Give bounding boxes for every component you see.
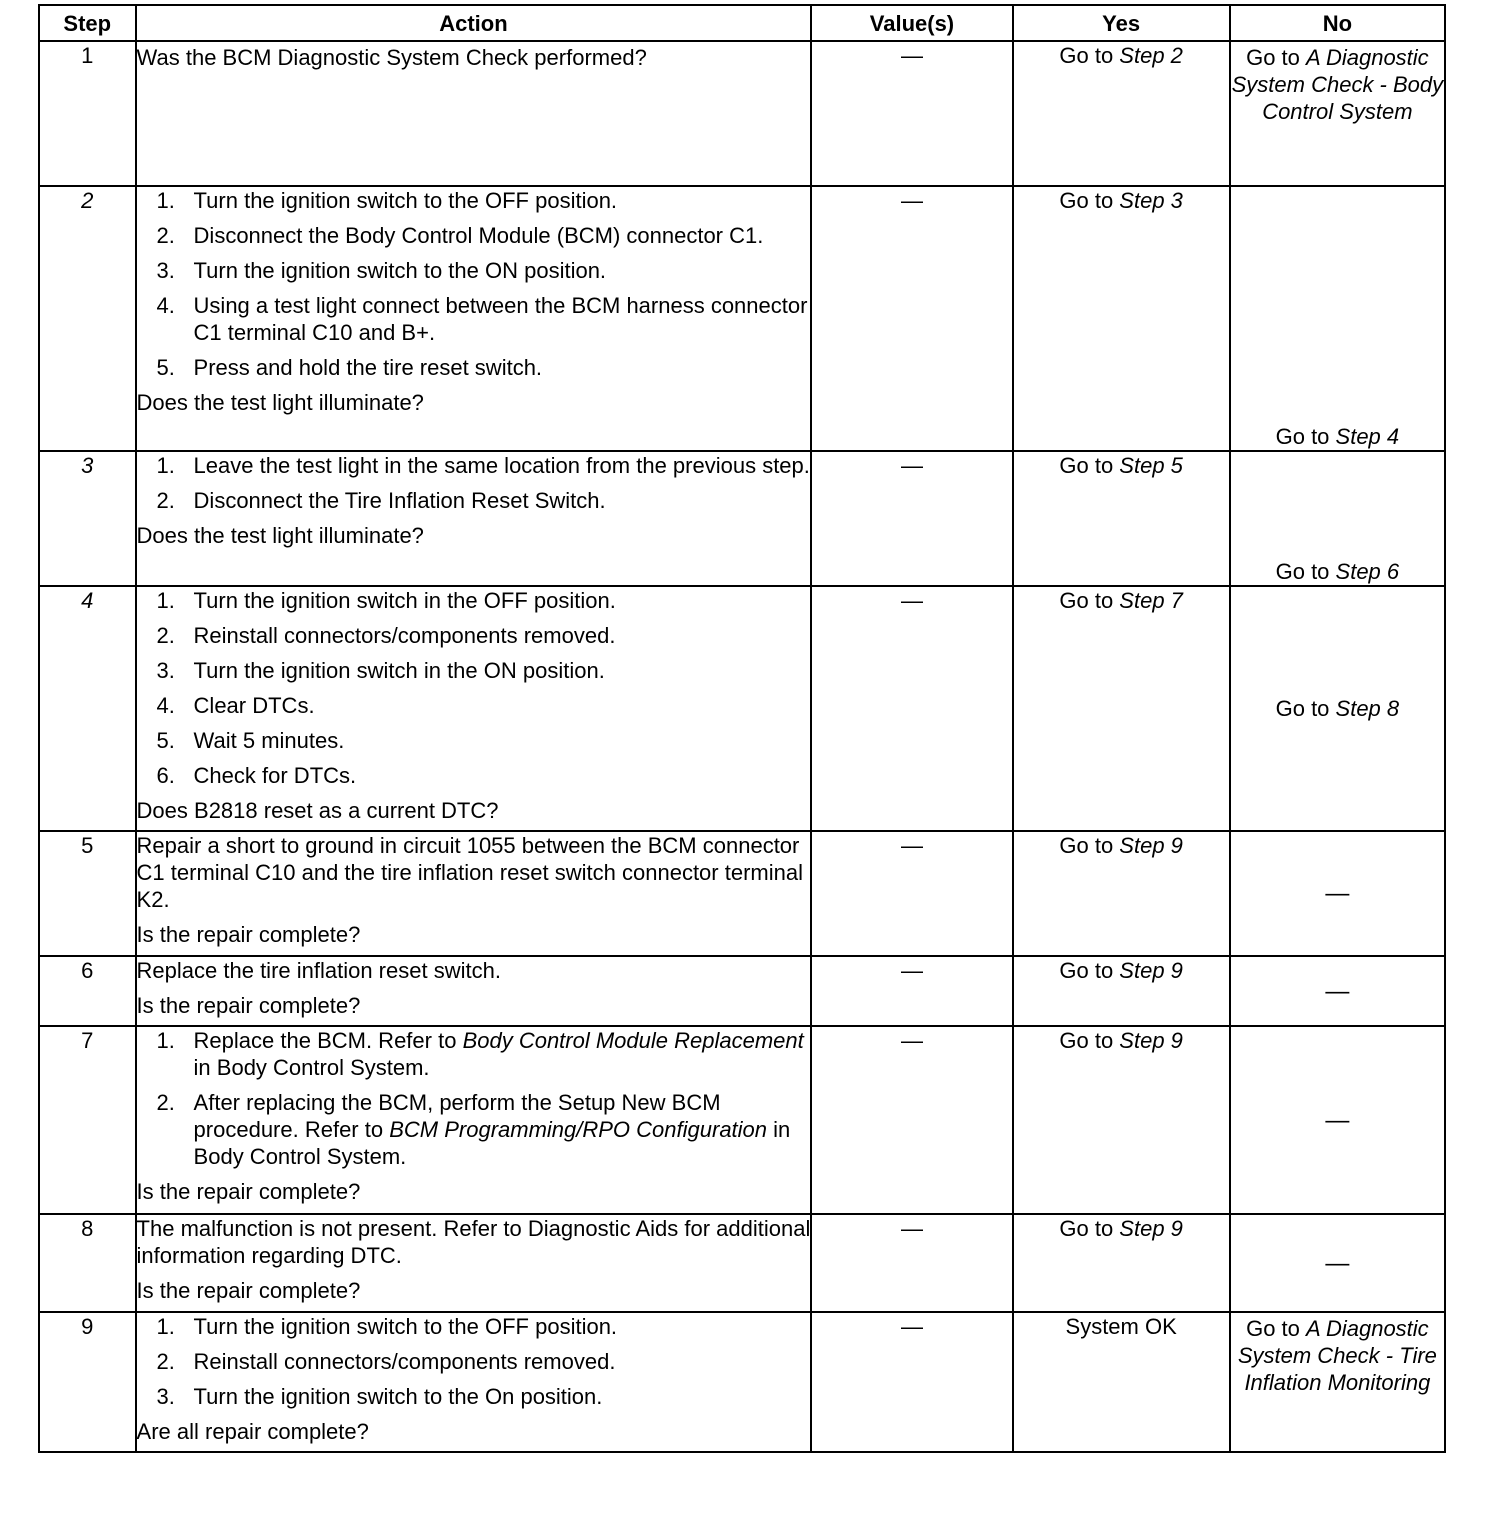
no-cell: Go to Step 8	[1230, 586, 1445, 831]
no-cell: —	[1230, 1026, 1445, 1214]
yes-step-ref: Step 7	[1119, 588, 1183, 613]
action-step: 1. Turn the ignition switch to the OFF position.	[156, 188, 618, 213]
header-yes: Yes	[1013, 5, 1230, 41]
no-step-ref: Step 4	[1335, 424, 1400, 449]
action-cell	[136, 451, 812, 586]
action-cell	[136, 586, 812, 831]
action-step: 2. Reinstall connectors/components removed.	[156, 1349, 616, 1374]
action-cell	[136, 831, 812, 956]
step-number: 6	[39, 956, 136, 1026]
action-steps	[137, 1313, 811, 1410]
action-step: 3. Turn the ignition switch to the On position.	[156, 1384, 603, 1409]
no-cell: —	[1230, 831, 1445, 956]
yes-prefix: Go to	[1059, 43, 1120, 68]
action-question: Is the repair complete?	[136, 993, 361, 1018]
value-cell: —	[811, 1214, 1012, 1312]
header-action: Action	[136, 5, 812, 41]
action-question: Is the repair complete?	[136, 1179, 361, 1204]
action-step: 1. Leave the test light in the same location from the previous step.	[156, 453, 810, 478]
action-question: Does B2818 reset as a current DTC?	[136, 798, 499, 823]
yes-cell	[1013, 41, 1230, 186]
action-steps	[137, 187, 811, 381]
action-cell	[136, 41, 812, 186]
yes-cell: Go to Step 9	[1013, 1026, 1230, 1214]
value-cell: —	[811, 956, 1012, 1026]
table-row	[39, 451, 1445, 586]
action-text: The malfunction is not present. Refer to Diagnostic Aids for additional information regarding DTC.	[136, 1216, 811, 1268]
no-step-ref: Step 6	[1335, 559, 1400, 584]
action-step: 5. Press and hold the tire reset switch.	[156, 355, 543, 380]
action-question: Was the BCM Diagnostic System Check performed?	[136, 45, 647, 70]
reference-link: Body Control Module Replacement	[462, 1028, 804, 1053]
no-cell: —	[1230, 1214, 1445, 1312]
action-steps	[137, 1027, 811, 1170]
table-row	[39, 1214, 1445, 1312]
action-step: 1. Turn the ignition switch in the OFF position.	[156, 588, 616, 613]
yes-step-ref: Step 9	[1119, 958, 1183, 983]
action-cell	[136, 1312, 812, 1452]
value-cell: —	[811, 41, 1012, 186]
action-question: Is the repair complete?	[136, 922, 361, 947]
action-cell	[136, 956, 812, 1026]
value-cell: —	[811, 186, 1012, 451]
action-question: Are all repair complete?	[136, 1419, 369, 1444]
yes-step-ref: Step 9	[1119, 1216, 1183, 1241]
yes-cell: System OK	[1013, 1312, 1230, 1452]
action-question: Does the test light illuminate?	[136, 390, 424, 415]
action-steps	[137, 587, 811, 789]
table-row	[39, 956, 1445, 1026]
action-text: Repair a short to ground in circuit 1055 between the BCM connector C1 terminal C10 and the tire inflation reset switch connector terminal K2.	[136, 833, 803, 912]
step-number: 5	[39, 831, 136, 956]
yes-step-ref: Step 2	[1119, 43, 1183, 68]
yes-cell: Go to Step 3	[1013, 186, 1230, 451]
diagnostic-table	[38, 4, 1446, 1453]
yes-step-ref: Step 9	[1119, 1028, 1183, 1053]
yes-step-ref: Step 9	[1119, 833, 1183, 858]
action-cell	[136, 1026, 812, 1214]
value-cell: —	[811, 1312, 1012, 1452]
action-step: 4. Clear DTCs.	[156, 693, 315, 718]
yes-cell: Go to Step 7	[1013, 586, 1230, 831]
action-step: 3. Turn the ignition switch in the ON position.	[156, 658, 605, 683]
no-prefix: Go to	[1246, 45, 1306, 70]
step-number: 1	[39, 41, 136, 186]
value-cell: —	[811, 1026, 1012, 1214]
action-cell	[136, 1214, 812, 1312]
action-step: 5. Wait 5 minutes.	[156, 728, 345, 753]
action-step: 2. Reinstall connectors/components removed.	[156, 623, 616, 648]
action-step: 2. After replacing the BCM, perform the Setup New BCM procedure. Refer to BCM Programming/RPO Configuration in Body Control System.	[156, 1090, 791, 1169]
table-row	[39, 41, 1445, 186]
action-step: 2. Disconnect the Tire Inflation Reset Switch.	[156, 488, 606, 513]
header-row	[39, 5, 1445, 41]
table-row	[39, 1312, 1445, 1452]
header-no: No	[1230, 5, 1445, 41]
action-step: 1. Turn the ignition switch to the OFF position.	[156, 1314, 618, 1339]
table-row	[39, 586, 1445, 831]
yes-step-ref: Step 3	[1119, 188, 1183, 213]
action-step: 6. Check for DTCs.	[156, 763, 357, 788]
step-number: 9	[39, 1312, 136, 1452]
action-text: Replace the tire inflation reset switch.	[136, 958, 501, 983]
no-ref: A Diagnostic System Check - Tire Inflation Monitoring	[1237, 1316, 1437, 1395]
action-cell	[136, 186, 812, 451]
value-cell: —	[811, 831, 1012, 956]
table-row	[39, 186, 1445, 451]
step-number: 8	[39, 1214, 136, 1312]
table-row	[39, 1026, 1445, 1214]
value-cell: —	[811, 451, 1012, 586]
action-question: Is the repair complete?	[136, 1278, 361, 1303]
header-step: Step	[39, 5, 136, 41]
step-number: 4	[39, 586, 136, 831]
action-step: 1. Replace the BCM. Refer to Body Control Module Replacement in Body Control System.	[156, 1028, 804, 1080]
yes-cell: Go to Step 9	[1013, 831, 1230, 956]
no-cell	[1230, 41, 1445, 186]
yes-step-ref: Step 5	[1119, 453, 1183, 478]
yes-cell: Go to Step 9	[1013, 956, 1230, 1026]
yes-cell: Go to Step 5	[1013, 451, 1230, 586]
no-cell: Go to Step 4	[1230, 186, 1445, 451]
yes-cell: Go to Step 9	[1013, 1214, 1230, 1312]
table-row	[39, 831, 1445, 956]
step-number: 2	[39, 186, 136, 451]
no-cell: Go to A Diagnostic System Check - Tire Inflation Monitoring	[1230, 1312, 1445, 1452]
value-cell: —	[811, 586, 1012, 831]
action-step: 3. Turn the ignition switch to the ON position.	[156, 258, 607, 283]
action-steps	[137, 452, 811, 514]
no-cell: Go to Step 6	[1230, 451, 1445, 586]
action-step: 4. Using a test light connect between the BCM harness connector C1 terminal C10 and B+.	[156, 293, 808, 345]
step-number: 7	[39, 1026, 136, 1214]
action-step: 2. Disconnect the Body Control Module (BCM) connector C1.	[156, 223, 764, 248]
no-step-ref: Step 8	[1335, 696, 1400, 721]
reference-link: BCM Programming/RPO Configuration	[389, 1117, 768, 1142]
header-values: Value(s)	[811, 5, 1012, 41]
step-number: 3	[39, 451, 136, 586]
no-ref: A Diagnostic System Check - Body Control System	[1231, 45, 1444, 124]
no-cell: —	[1230, 956, 1445, 1026]
action-question: Does the test light illuminate?	[136, 523, 424, 548]
